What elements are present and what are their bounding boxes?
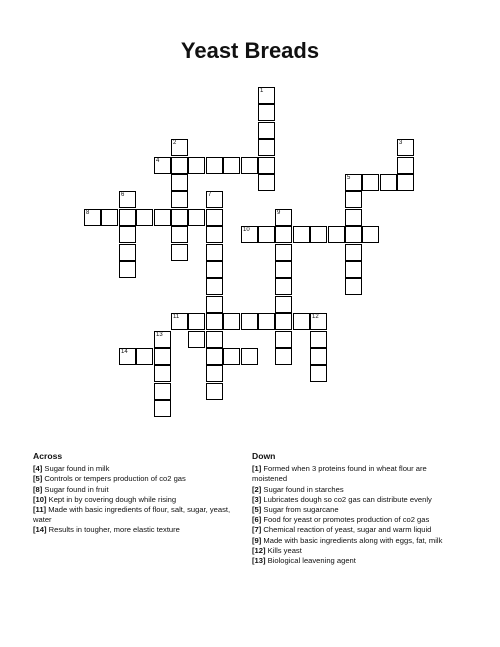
grid-cell[interactable] [328, 226, 345, 243]
clue-text: Made with basic ingredients of flour, salt, sugar, yeast, water [33, 505, 231, 525]
grid-cell[interactable] [310, 365, 327, 382]
clue-text: Biological leavening agent [267, 556, 356, 566]
clue-number: [7] [252, 525, 262, 535]
grid-cell[interactable] [258, 122, 275, 139]
grid-cell[interactable] [101, 209, 118, 226]
cell-number: 14 [121, 349, 128, 355]
grid-cell[interactable] [397, 174, 414, 191]
grid-cell[interactable] [154, 157, 171, 174]
grid-cell[interactable] [345, 209, 362, 226]
grid-cell[interactable] [206, 261, 223, 278]
grid-cell[interactable] [206, 278, 223, 295]
grid-cell[interactable] [275, 331, 292, 348]
grid-cell[interactable] [380, 174, 397, 191]
grid-cell[interactable] [188, 209, 205, 226]
down-clue [252, 505, 462, 515]
down-clue [252, 536, 462, 546]
clue-number: [10] [33, 494, 47, 504]
grid-cell[interactable] [223, 348, 240, 365]
grid-cell[interactable] [223, 157, 240, 174]
cell-number: 6 [121, 192, 125, 198]
grid-cell[interactable] [223, 313, 240, 330]
grid-cell[interactable] [206, 209, 223, 226]
grid-cell[interactable] [154, 383, 171, 400]
grid-cell[interactable] [154, 209, 171, 226]
clue-number: [14] [33, 525, 47, 535]
grid-cell[interactable] [171, 226, 188, 243]
grid-cell[interactable] [154, 365, 171, 382]
clue-number: [3] [252, 494, 262, 504]
grid-cell[interactable] [206, 365, 223, 382]
grid-cell[interactable] [206, 191, 223, 208]
grid-cell[interactable] [119, 209, 136, 226]
grid-cell[interactable] [84, 209, 101, 226]
across-clue [33, 464, 243, 474]
grid-cell[interactable] [293, 226, 310, 243]
grid-cell[interactable] [154, 348, 171, 365]
grid-cell[interactable] [206, 244, 223, 261]
cell-number: 2 [173, 140, 177, 146]
grid-cell[interactable] [258, 226, 275, 243]
grid-cell[interactable] [258, 174, 275, 191]
grid-cell[interactable] [362, 226, 379, 243]
page-title: Yeast Breads [180, 38, 320, 63]
clue-number: [9] [252, 535, 262, 545]
clue-text: Results in tougher, more elastic texture [48, 525, 180, 535]
grid-cell[interactable] [258, 157, 275, 174]
grid-cell[interactable] [397, 139, 414, 156]
across-heading: Across [33, 451, 63, 461]
clue-text: Controls or tempers production of co2 gas [44, 474, 186, 484]
grid-cell[interactable] [258, 313, 275, 330]
grid-cell[interactable] [119, 348, 136, 365]
down-clue [252, 495, 462, 505]
grid-cell[interactable] [345, 244, 362, 261]
grid-cell[interactable] [119, 261, 136, 278]
across-clue [33, 505, 243, 525]
grid-cell[interactable] [171, 174, 188, 191]
grid-cell[interactable] [206, 313, 223, 330]
grid-cell[interactable] [171, 209, 188, 226]
clue-text: Formed when 3 proteins found in wheat flour are moistened [252, 464, 427, 484]
grid-cell[interactable] [241, 226, 258, 243]
grid-cell[interactable] [275, 261, 292, 278]
cell-number: 11 [173, 314, 180, 320]
clue-number: [6] [252, 515, 262, 525]
clue-text: Kept in by covering dough while rising [48, 494, 177, 504]
clue-number: [1] [252, 464, 262, 474]
grid-cell[interactable] [154, 400, 171, 417]
grid-cell[interactable] [171, 157, 188, 174]
cell-number: 7 [208, 192, 212, 198]
grid-cell[interactable] [397, 157, 414, 174]
cell-number: 9 [277, 210, 281, 216]
clue-number: [13] [252, 556, 266, 566]
grid-cell[interactable] [171, 191, 188, 208]
grid-cell[interactable] [310, 331, 327, 348]
across-clue [33, 474, 243, 484]
grid-cell[interactable] [119, 226, 136, 243]
grid-cell[interactable] [188, 157, 205, 174]
grid-cell[interactable] [258, 87, 275, 104]
across-clue [33, 485, 243, 495]
grid-cell[interactable] [206, 296, 223, 313]
grid-cell[interactable] [310, 226, 327, 243]
grid-cell[interactable] [310, 313, 327, 330]
down-heading: Down [252, 451, 276, 461]
grid-cell[interactable] [241, 313, 258, 330]
clue-number: [2] [252, 484, 262, 494]
grid-cell[interactable] [275, 313, 292, 330]
cell-number: 1 [260, 88, 264, 94]
grid-cell[interactable] [171, 139, 188, 156]
grid-cell[interactable] [188, 331, 205, 348]
clue-number: [4] [33, 464, 43, 474]
grid-cell[interactable] [275, 348, 292, 365]
clue-number: [5] [252, 505, 262, 515]
grid-cell[interactable] [345, 278, 362, 295]
grid-cell[interactable] [362, 174, 379, 191]
clue-text: Made with basic ingredients along with eggs, fat, milk [263, 535, 443, 545]
grid-cell[interactable] [275, 209, 292, 226]
clue-text: Sugar from sugarcane [263, 505, 339, 515]
grid-cell[interactable] [171, 313, 188, 330]
clue-number: [11] [33, 505, 47, 515]
grid-cell[interactable] [171, 244, 188, 261]
across-clues [33, 451, 243, 536]
grid-cell[interactable] [206, 157, 223, 174]
clue-text: Chemical reaction of yeast, sugar and warm liquid [263, 525, 432, 535]
clue-text: Food for yeast or promotes production of co2 gas [263, 515, 430, 525]
clue-number: [5] [33, 474, 43, 484]
grid-cell[interactable] [275, 244, 292, 261]
grid-cell[interactable] [345, 174, 362, 191]
clue-text: Sugar found in starches [263, 484, 344, 494]
cell-number: 5 [347, 175, 351, 181]
grid-cell[interactable] [258, 104, 275, 121]
down-clue [252, 464, 462, 484]
across-clue [33, 495, 243, 505]
grid-cell[interactable] [275, 278, 292, 295]
clue-text: Sugar found in fruit [44, 484, 109, 494]
cell-number: 3 [399, 140, 403, 146]
grid-cell[interactable] [345, 226, 362, 243]
down-clue [252, 525, 462, 535]
clue-text: Kills yeast [267, 545, 302, 555]
grid-cell[interactable] [119, 244, 136, 261]
cell-number: 13 [156, 332, 163, 338]
grid-cell[interactable] [136, 209, 153, 226]
grid-cell[interactable] [206, 331, 223, 348]
grid-cell[interactable] [206, 348, 223, 365]
grid-cell[interactable] [345, 261, 362, 278]
grid-cell[interactable] [345, 191, 362, 208]
cell-number: 8 [86, 210, 90, 216]
down-clue [252, 485, 462, 495]
down-clue [252, 556, 462, 566]
grid-cell[interactable] [136, 348, 153, 365]
clue-number: [8] [33, 484, 43, 494]
grid-cell[interactable] [241, 157, 258, 174]
clue-text: Sugar found in milk [44, 464, 110, 474]
cell-number: 4 [156, 158, 160, 164]
grid-cell[interactable] [275, 296, 292, 313]
across-clue [33, 525, 243, 535]
grid-cell[interactable] [154, 331, 171, 348]
clue-number: [12] [252, 545, 266, 555]
cell-number: 10 [243, 227, 250, 233]
down-clue [252, 515, 462, 525]
down-clues [252, 451, 462, 566]
grid-cell[interactable] [188, 313, 205, 330]
grid-cell[interactable] [206, 226, 223, 243]
cell-number: 12 [312, 314, 319, 320]
grid-cell[interactable] [119, 191, 136, 208]
grid-cell[interactable] [310, 348, 327, 365]
clue-text: Lubricates dough so co2 gas can distribute evenly [263, 494, 432, 504]
grid-cell[interactable] [293, 313, 310, 330]
grid-cell[interactable] [258, 139, 275, 156]
grid-cell[interactable] [275, 226, 292, 243]
grid-cell[interactable] [241, 348, 258, 365]
down-clue [252, 546, 462, 556]
grid-cell[interactable] [206, 383, 223, 400]
